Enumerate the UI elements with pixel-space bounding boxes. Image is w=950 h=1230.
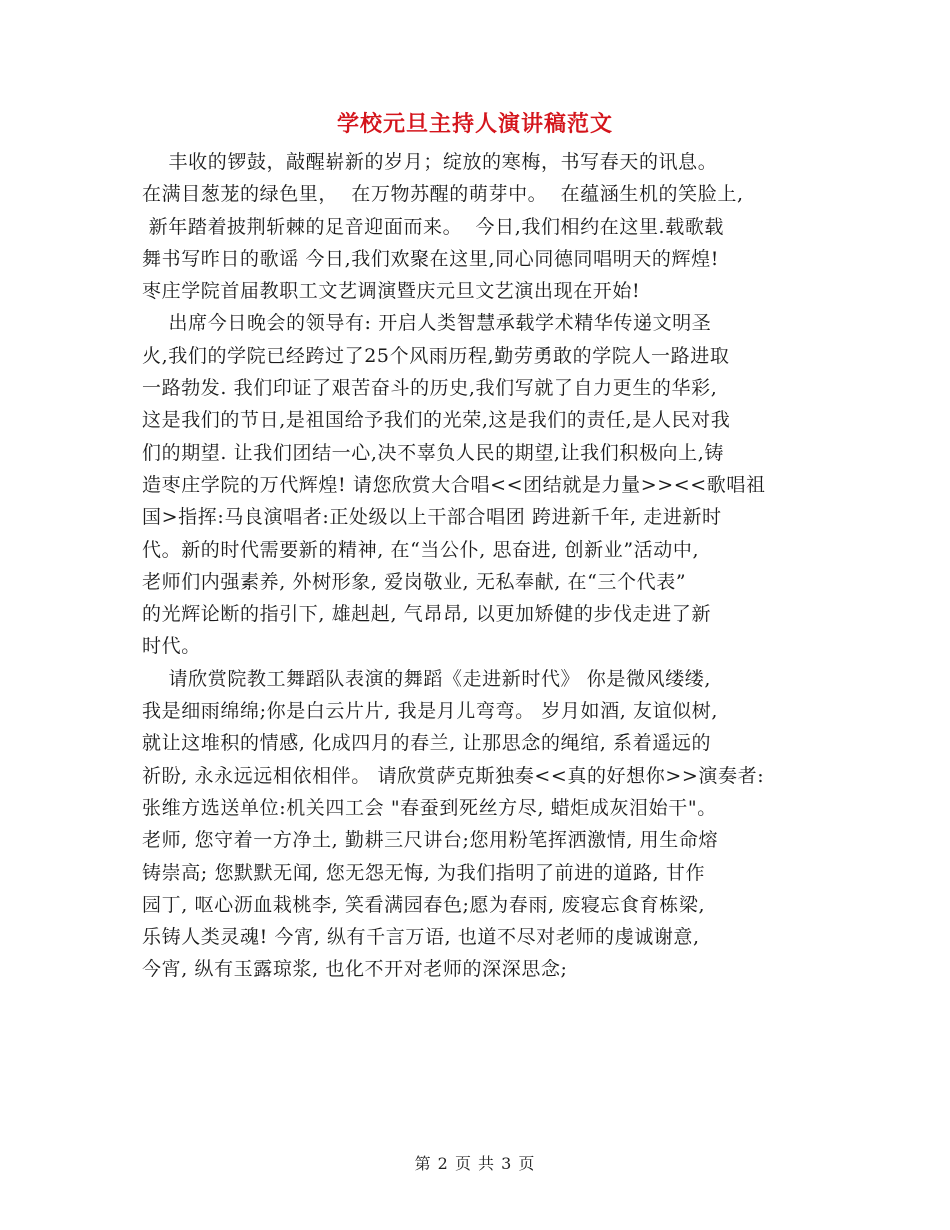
body-line: 老师们内强素养, 外树形象, 爱岗敬业, 无私奉献, 在“三个代表” xyxy=(142,570,687,593)
body-line: 的光辉论断的指引下, 雄赳赳, 气昂昂, 以更加矫健的步伐走进了新 xyxy=(142,603,712,626)
body-line: 们的期望. 让我们团结一心,决不辜负人民的期望,让我们积极向上,铸 xyxy=(142,441,724,464)
body-line: 出席今日晚会的领导有: 开启人类智慧承载学术精华传递文明圣 xyxy=(142,312,712,335)
body-line: 铸崇高; 您默默无闻, 您无怨无悔, 为我们指明了前进的道路, 甘作 xyxy=(142,861,706,884)
body-line: 就让这堆积的情感, 化成四月的春兰, 让那思念的绳绾, 系着遥远的 xyxy=(142,732,712,755)
body-line: 新年踏着披荆斩棘的足音迎面而来。 今日,我们相约在这里.载歌载 xyxy=(142,215,724,238)
body-line: 代。新的时代需要新的精神, 在“当公仆, 思奋进, 创新业”活动中, xyxy=(142,538,700,561)
body-line: 园丁, 呕心沥血栽桃李, 笑看满园春色;愿为春雨, 废寝忘食育栋梁, xyxy=(142,893,706,916)
body-line: 枣庄学院首届教职工文艺调演暨庆元旦文艺演出现在开始! xyxy=(142,280,641,303)
body-line: 时代。 xyxy=(142,635,201,658)
body-line: 乐铸人类灵魂! 今宵, 纵有千言万语, 也道不尽对老师的虔诚谢意, xyxy=(142,926,700,949)
body-line: 一路勃发. 我们印证了艰苦奋斗的历史,我们写就了自力更生的华彩, xyxy=(142,377,718,400)
body-line: 火,我们的学院已经跨过了25个风雨历程,勤劳勇敢的学院人一路进取 xyxy=(142,344,730,367)
body-line: 张维方选送单位:机关四工会 "春蚕到死丝方尽, 蜡炬成灰泪始干"。 xyxy=(142,796,717,819)
body-line: 请欣赏院教工舞蹈队表演的舞蹈《走进新时代》 你是微风缕缕, xyxy=(142,667,712,690)
body-line: 祈盼, 永永远远相依相伴。 请欣赏萨克斯独奏<<真的好想你>>演奏者: xyxy=(142,764,765,787)
body-line: 国>指挥:马良演唱者:正处级以上干部合唱团 跨进新千年, 走进新时 xyxy=(142,506,722,529)
body-line: 丰收的锣鼓，敲醒崭新的岁月；绽放的寒梅，书写春天的讯息。 xyxy=(142,151,718,173)
page-number-footer: 第 2 页 共 3 页 xyxy=(414,1154,536,1173)
body-line: 我是细雨绵绵;你是白云片片, 我是月儿弯弯。 岁月如酒, 友谊似树, xyxy=(142,700,719,723)
body-line: 这是我们的节日,是祖国给予我们的光荣,这是我们的责任,是人民对我 xyxy=(142,409,731,432)
body-line: 舞书写昨日的歌谣 今日,我们欢聚在这里,同心同德同唱明天的辉煌! xyxy=(142,247,719,270)
document-body xyxy=(142,146,808,986)
body-line: 今宵, 纵有玉露琼浆, 也化不开对老师的深深思念; xyxy=(142,958,568,981)
body-line: 在满目葱茏的绿色里， 在万物苏醒的萌芽中。 在蕴涵生机的笑脸上, xyxy=(142,183,744,206)
body-line: 老师, 您守着一方净土, 勤耕三尺讲台;您用粉笔挥洒激情, 用生命熔 xyxy=(142,829,719,852)
body-line: 造枣庄学院的万代辉煌! 请您欣赏大合唱<<团结就是力量>><<歌唱祖 xyxy=(142,473,766,496)
document-title: 学校元旦主持人演讲稿范文 xyxy=(336,111,613,137)
